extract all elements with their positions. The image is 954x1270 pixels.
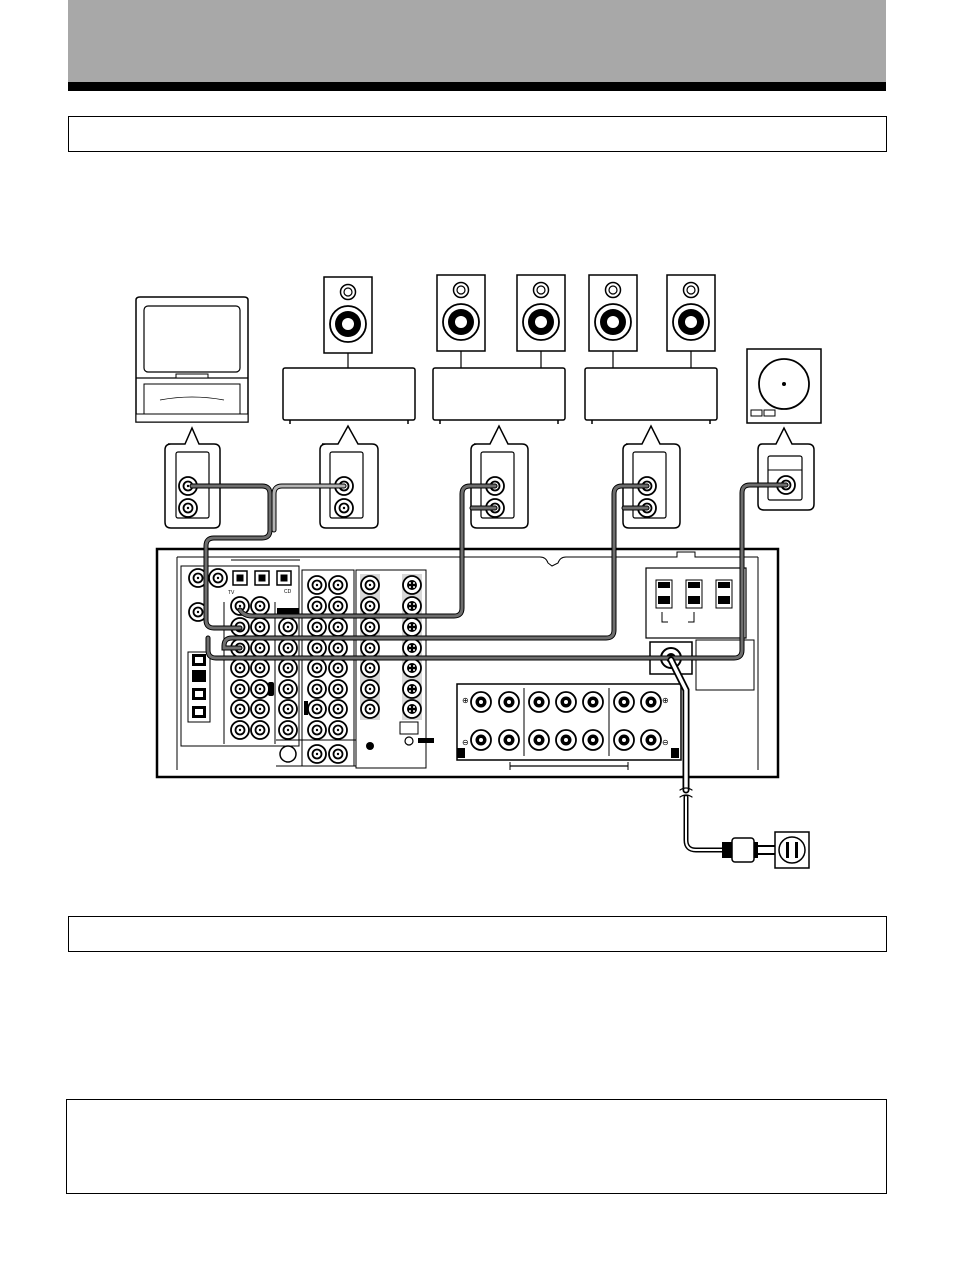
note-box [66,1099,887,1194]
callout-surround [623,426,680,528]
callout-tv [165,428,220,528]
callout-center [320,426,378,528]
label-tv: TV [228,590,235,596]
svg-text:⊕: ⊕ [662,696,669,705]
svg-text:⊕: ⊕ [462,696,469,705]
svg-text:⊖: ⊖ [662,738,669,747]
note-text [67,1100,886,1116]
callout-front [471,426,528,528]
label-cd: CD [284,589,292,595]
tv-illustration [136,297,248,422]
section-box-2 [68,916,887,952]
center-speaker [283,277,415,424]
callout-subwoofer [758,428,814,510]
subwoofer [747,349,821,423]
front-speakers [433,275,565,424]
power-plug-and-outlet [722,832,809,868]
svg-text:⊖: ⊖ [462,738,469,747]
section-2-title [69,917,886,933]
surround-speakers [585,275,717,424]
